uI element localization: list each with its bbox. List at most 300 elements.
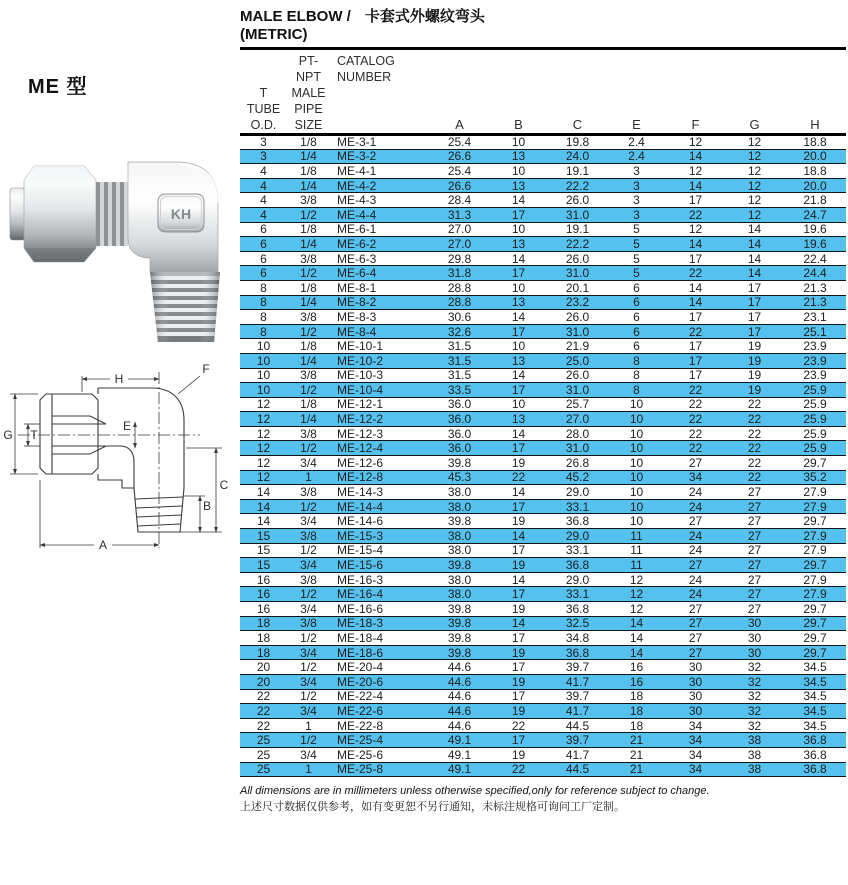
dim-label-c: C: [219, 478, 229, 492]
cell-pipe-size: 1/2: [300, 543, 317, 558]
cell-dim-b: 13: [511, 353, 526, 368]
table-row: [240, 426, 846, 441]
cell-pipe-size: 3/4: [300, 645, 317, 660]
cell-dim-e: 21: [629, 762, 644, 777]
note-english: All dimensions are in millimeters unless otherwise specified,only for reference subject to change.: [240, 785, 710, 798]
cell-pipe-size: 1/2: [300, 441, 317, 456]
cell-dim-h: 27.9: [803, 572, 827, 587]
dim-label-f: F: [202, 362, 210, 376]
cell-catalog-number: ME-15-3: [337, 528, 384, 543]
cell-dim-c: 33.1: [565, 543, 590, 558]
cell-dim-c: 36.8: [565, 514, 590, 529]
cell-tube-od: 14: [256, 514, 271, 529]
cell-catalog-number: ME-8-1: [337, 280, 377, 295]
table-row: [240, 674, 846, 689]
cell-dim-f: 22: [688, 441, 703, 456]
page-title-en: MALE ELBOW /: [240, 8, 351, 25]
cell-pipe-size: 1/8: [300, 397, 317, 412]
cell-dim-e: 18: [629, 689, 644, 704]
cell-dim-b: 10: [511, 397, 526, 412]
spec-table: [240, 53, 846, 777]
cell-dim-e: 11: [630, 528, 643, 543]
cell-dim-h: 29.7: [803, 455, 827, 470]
table-row: [240, 441, 846, 456]
cell-dim-g: 27: [747, 485, 762, 500]
cell-catalog-number: ME-4-2: [337, 178, 377, 193]
cell-dim-b: 17: [511, 733, 526, 748]
cell-dim-b: 19: [511, 703, 526, 718]
cell-dim-a: 44.6: [447, 718, 472, 733]
cell-dim-f: 27: [688, 455, 703, 470]
cell-dim-a: 49.1: [447, 733, 472, 748]
cell-dim-a: 28.4: [447, 193, 472, 208]
cell-tube-od: 6: [260, 236, 267, 251]
footer-notes: [240, 784, 846, 815]
cell-dim-e: 6: [633, 295, 640, 310]
cell-pipe-size: 1/8: [300, 339, 317, 354]
cell-dim-h: 18.8: [803, 135, 827, 150]
cell-dim-f: 22: [688, 324, 703, 339]
cell-catalog-number: ME-10-2: [337, 353, 384, 368]
cell-dim-h: 23.9: [803, 368, 827, 383]
cell-dim-f: 12: [688, 135, 703, 150]
cell-dim-b: 13: [511, 295, 526, 310]
cell-dim-f: 22: [688, 382, 703, 397]
cell-dim-h: 34.5: [803, 689, 827, 704]
cell-dim-e: 3: [633, 178, 640, 193]
cell-dim-e: 14: [629, 616, 644, 631]
cell-dim-a: 36.0: [447, 426, 472, 441]
cell-catalog-number: ME-18-6: [337, 645, 384, 660]
cell-dim-f: 30: [688, 703, 703, 718]
cell-dim-a: 32.6: [447, 324, 472, 339]
cell-pipe-size: 1/2: [300, 630, 317, 645]
cell-dim-h: 23.9: [803, 353, 827, 368]
header-dim-a: A: [430, 53, 489, 135]
table-row: [240, 237, 846, 252]
cell-dim-a: 36.0: [447, 441, 472, 456]
cell-dim-g: 14: [747, 222, 762, 237]
cell-dim-b: 14: [511, 368, 526, 383]
cell-tube-od: 12: [256, 426, 271, 441]
cell-pipe-size: 3/8: [300, 572, 317, 587]
cell-dim-g: 22: [747, 412, 762, 427]
cell-dim-g: 19: [747, 382, 762, 397]
cell-dim-g: 32: [747, 674, 762, 689]
cell-tube-od: 14: [256, 485, 271, 500]
cell-dim-c: 32.5: [565, 616, 590, 631]
cell-dim-h: 25.9: [803, 397, 827, 412]
cell-dim-c: 36.8: [565, 601, 590, 616]
cell-catalog-number: ME-12-4: [337, 441, 384, 456]
cell-dim-g: 19: [747, 353, 762, 368]
cell-dim-g: 27: [747, 499, 762, 514]
cell-dim-a: 39.8: [447, 558, 472, 573]
cell-tube-od: 4: [260, 163, 267, 178]
cell-tube-od: 25: [256, 762, 271, 777]
cell-pipe-size: 1/8: [300, 163, 317, 178]
table-row: [240, 222, 846, 237]
table-row: [240, 499, 846, 514]
cell-dim-g: 27: [747, 587, 762, 602]
table-row: [240, 470, 846, 485]
cell-dim-g: 32: [747, 689, 762, 704]
cell-dim-f: 22: [688, 412, 703, 427]
cell-dim-b: 22: [511, 718, 526, 733]
cell-dim-f: 17: [688, 193, 703, 208]
cell-dim-c: 44.5: [565, 762, 590, 777]
table-row: [240, 397, 846, 412]
cell-dim-a: 49.1: [447, 747, 472, 762]
cell-pipe-size: 1/4: [300, 149, 317, 164]
dim-label-b: B: [202, 499, 212, 513]
cell-dim-b: 17: [511, 587, 526, 602]
cell-dim-f: 17: [688, 353, 703, 368]
table-row: [240, 207, 846, 222]
cell-dim-h: 25.9: [803, 426, 827, 441]
cell-tube-od: 12: [256, 441, 271, 456]
cell-pipe-size: 1/4: [300, 353, 317, 368]
cell-tube-od: 6: [260, 266, 267, 281]
table-row: [240, 660, 846, 675]
cell-dim-c: 28.0: [565, 426, 590, 441]
cell-tube-od: 16: [256, 587, 271, 602]
cell-dim-c: 39.7: [565, 689, 590, 704]
cell-dim-h: 29.7: [803, 630, 827, 645]
cell-dim-f: 17: [688, 339, 703, 354]
cell-dim-h: 22.4: [803, 251, 827, 266]
cell-catalog-number: ME-3-2: [337, 149, 377, 164]
cell-catalog-number: ME-10-1: [337, 339, 384, 354]
cell-tube-od: 18: [256, 630, 271, 645]
cell-dim-e: 2.4: [628, 149, 645, 164]
cell-dim-a: 39.8: [447, 514, 472, 529]
cell-dim-g: 30: [747, 616, 762, 631]
cell-pipe-size: 1/4: [300, 178, 317, 193]
cell-pipe-size: 1/2: [300, 733, 317, 748]
cell-catalog-number: ME-8-4: [337, 324, 377, 339]
cell-pipe-size: 3/4: [300, 455, 317, 470]
cell-dim-h: 27.9: [803, 528, 827, 543]
table-row: [240, 280, 846, 295]
table-row: [240, 529, 846, 544]
cell-dim-h: 34.5: [803, 718, 827, 733]
header-tube-od: T TUBE O.D.: [240, 53, 287, 135]
page-title-zh: 卡套式外螺纹弯头: [364, 8, 485, 25]
cell-pipe-size: 1: [305, 762, 312, 777]
table-row: [240, 353, 846, 368]
cell-dim-f: 24: [688, 528, 703, 543]
cell-dim-c: 31.0: [565, 324, 590, 339]
cell-dim-f: 24: [688, 587, 703, 602]
cell-tube-od: 6: [260, 251, 267, 266]
cell-dim-a: 28.8: [447, 295, 472, 310]
cell-dim-f: 34: [688, 718, 703, 733]
cell-dim-b: 14: [511, 528, 526, 543]
cell-tube-od: 3: [260, 135, 267, 150]
cell-pipe-size: 1/8: [300, 222, 317, 237]
cell-pipe-size: 3/8: [300, 616, 317, 631]
model-label: ME 型: [28, 76, 88, 98]
cell-dim-e: 16: [629, 674, 644, 689]
cell-dim-e: 5: [633, 266, 640, 281]
cell-dim-a: 38.0: [447, 499, 472, 514]
cell-dim-c: 31.0: [565, 207, 590, 222]
dim-label-h: H: [114, 372, 124, 386]
cell-catalog-number: ME-6-3: [337, 251, 377, 266]
cell-catalog-number: ME-8-3: [337, 309, 377, 324]
cell-dim-h: 34.5: [803, 660, 827, 675]
cell-dim-h: 21.3: [803, 295, 827, 310]
cell-dim-f: 22: [688, 397, 703, 412]
cell-dim-c: 41.7: [565, 747, 590, 762]
cell-dim-f: 14: [688, 149, 703, 164]
cell-dim-a: 44.6: [447, 674, 472, 689]
cell-dim-c: 25.7: [565, 397, 590, 412]
cell-dim-e: 10: [629, 441, 644, 456]
cell-dim-f: 22: [688, 426, 703, 441]
cell-dim-b: 22: [511, 762, 526, 777]
cell-dim-c: 22.2: [565, 236, 590, 251]
cell-catalog-number: ME-12-3: [337, 426, 384, 441]
cell-dim-e: 6: [633, 309, 640, 324]
table-row: [240, 456, 846, 471]
table-row: [240, 645, 846, 660]
cell-tube-od: 15: [256, 558, 271, 573]
cell-dim-c: 31.0: [565, 441, 590, 456]
cell-pipe-size: 1/2: [300, 207, 317, 222]
cell-dim-g: 38: [747, 733, 762, 748]
cell-dim-h: 18.8: [803, 163, 827, 178]
cell-dim-h: 36.8: [803, 733, 827, 748]
cell-dim-b: 19: [511, 601, 526, 616]
cell-dim-f: 27: [688, 514, 703, 529]
cell-dim-h: 24.4: [803, 266, 827, 281]
cell-dim-g: 19: [747, 368, 762, 383]
cell-dim-b: 10: [511, 222, 526, 237]
cell-dim-b: 10: [511, 339, 526, 354]
header-dim-b: B: [489, 53, 548, 135]
cell-pipe-size: 1/4: [300, 236, 317, 251]
cell-dim-h: 34.5: [803, 674, 827, 689]
cell-pipe-size: 3/4: [300, 703, 317, 718]
cell-dim-b: 17: [511, 630, 526, 645]
cell-dim-f: 14: [688, 280, 703, 295]
header-dim-f: F: [666, 53, 725, 135]
cell-dim-g: 38: [747, 747, 762, 762]
cell-dim-a: 38.0: [447, 528, 472, 543]
cell-dim-e: 6: [633, 280, 640, 295]
cell-dim-b: 14: [511, 426, 526, 441]
cell-tube-od: 18: [256, 645, 271, 660]
cell-tube-od: 20: [256, 660, 271, 675]
table-row: [240, 543, 846, 558]
cell-catalog-number: ME-20-6: [337, 674, 384, 689]
cell-dim-a: 44.6: [447, 660, 472, 675]
cell-dim-c: 34.8: [565, 630, 590, 645]
cell-dim-b: 13: [511, 236, 526, 251]
header-dim-h: H: [784, 53, 846, 135]
cell-catalog-number: ME-16-6: [337, 601, 384, 616]
cell-dim-a: 38.0: [447, 543, 472, 558]
cell-dim-b: 14: [511, 572, 526, 587]
cell-dim-g: 30: [747, 645, 762, 660]
table-row: [240, 310, 846, 325]
cell-tube-od: 14: [256, 499, 271, 514]
cell-dim-b: 19: [511, 455, 526, 470]
table-body: [240, 135, 846, 777]
cell-dim-h: 21.8: [803, 193, 827, 208]
cell-pipe-size: 3/8: [300, 485, 317, 500]
cell-pipe-size: 1: [305, 470, 312, 485]
cell-dim-e: 12: [629, 601, 644, 616]
cell-dim-b: 17: [511, 543, 526, 558]
cell-tube-od: 8: [260, 309, 267, 324]
product-photo-svg: [8, 138, 238, 348]
cell-tube-od: 25: [256, 733, 271, 748]
cell-dim-h: 35.2: [803, 470, 827, 485]
cell-dim-h: 25.9: [803, 441, 827, 456]
cell-dim-f: 24: [688, 499, 703, 514]
cell-catalog-number: ME-22-6: [337, 703, 384, 718]
cell-dim-b: 14: [511, 309, 526, 324]
cell-dim-a: 39.8: [447, 616, 472, 631]
cell-dim-e: 5: [633, 251, 640, 266]
cell-dim-e: 2.4: [628, 135, 645, 150]
cell-dim-e: 10: [629, 470, 644, 485]
cell-dim-g: 12: [747, 193, 762, 208]
cell-pipe-size: 1/4: [300, 412, 317, 427]
cell-pipe-size: 3/4: [300, 601, 317, 616]
cell-pipe-size: 1/8: [300, 135, 317, 150]
table-row: [240, 149, 846, 164]
cell-dim-g: 12: [747, 163, 762, 178]
header-pipe-size: PT-NPT MALE PIPE SIZE: [287, 53, 330, 135]
cell-catalog-number: ME-22-4: [337, 689, 384, 704]
cell-pipe-size: 1/4: [300, 295, 317, 310]
cell-dim-g: 14: [747, 236, 762, 251]
cell-pipe-size: 3/4: [300, 514, 317, 529]
cell-dim-g: 22: [747, 455, 762, 470]
cell-dim-c: 26.0: [565, 309, 590, 324]
cell-dim-c: 41.7: [565, 703, 590, 718]
cell-dim-c: 19.8: [565, 135, 590, 150]
cell-tube-od: 25: [256, 747, 271, 762]
cell-catalog-number: ME-16-4: [337, 587, 384, 602]
dim-label-a: A: [98, 538, 108, 552]
cell-dim-a: 25.4: [447, 135, 472, 150]
cell-dim-b: 17: [511, 660, 526, 675]
cell-dim-c: 27.0: [565, 412, 590, 427]
cell-catalog-number: ME-18-4: [337, 630, 384, 645]
cell-dim-h: 20.0: [803, 149, 827, 164]
cell-dim-g: 22: [747, 397, 762, 412]
cell-dim-b: 19: [511, 558, 526, 573]
cell-dim-g: 22: [747, 470, 762, 485]
cell-tube-od: 18: [256, 616, 271, 631]
cell-pipe-size: 1/2: [300, 660, 317, 675]
cell-dim-b: 13: [511, 149, 526, 164]
cell-dim-c: 29.0: [565, 485, 590, 500]
cell-dim-a: 27.0: [447, 222, 472, 237]
cell-dim-h: 25.1: [803, 324, 827, 339]
cell-dim-a: 44.6: [447, 703, 472, 718]
cell-dim-e: 3: [633, 207, 640, 222]
cell-dim-f: 24: [688, 485, 703, 500]
cell-dim-g: 19: [747, 339, 762, 354]
cell-dim-e: 14: [629, 630, 644, 645]
cell-catalog-number: ME-14-3: [337, 485, 384, 500]
cell-dim-c: 26.0: [565, 193, 590, 208]
cell-dim-g: 12: [747, 135, 762, 150]
cell-pipe-size: 1/2: [300, 266, 317, 281]
cell-pipe-size: 3/8: [300, 426, 317, 441]
cell-dim-f: 27: [688, 645, 703, 660]
cell-dim-a: 38.0: [447, 485, 472, 500]
table-row: [240, 616, 846, 631]
cell-dim-e: 10: [629, 499, 644, 514]
cell-dim-g: 38: [747, 762, 762, 777]
cell-dim-f: 30: [688, 674, 703, 689]
cell-dim-f: 14: [688, 295, 703, 310]
header-row: [240, 53, 846, 135]
cell-tube-od: 8: [260, 295, 267, 310]
cell-dim-b: 17: [511, 441, 526, 456]
cell-dim-c: 36.8: [565, 558, 590, 573]
cell-catalog-number: ME-12-6: [337, 455, 384, 470]
cell-dim-h: 36.8: [803, 747, 827, 762]
cell-dim-h: 29.7: [803, 645, 827, 660]
cell-dim-h: 27.9: [803, 543, 827, 558]
dim-label-e: E: [122, 419, 132, 433]
cell-dim-a: 31.3: [447, 207, 472, 222]
cell-dim-h: 25.9: [803, 412, 827, 427]
cell-dim-a: 39.8: [447, 630, 472, 645]
cell-dim-g: 12: [747, 149, 762, 164]
cell-dim-h: 27.9: [803, 485, 827, 500]
cell-tube-od: 12: [256, 397, 271, 412]
table-row: [240, 412, 846, 427]
cell-dim-e: 6: [633, 339, 640, 354]
cell-dim-g: 32: [747, 703, 762, 718]
cell-tube-od: 15: [256, 543, 271, 558]
table-row: [240, 383, 846, 398]
cell-dim-f: 27: [688, 601, 703, 616]
cell-dim-e: 8: [633, 368, 640, 383]
cell-dim-a: 31.5: [447, 339, 472, 354]
cell-dim-b: 14: [511, 251, 526, 266]
cell-pipe-size: 3/8: [300, 193, 317, 208]
cell-dim-g: 12: [747, 178, 762, 193]
cell-pipe-size: 1/2: [300, 324, 317, 339]
cell-tube-od: 12: [256, 470, 271, 485]
cell-dim-a: 27.0: [447, 236, 472, 251]
table-row: [240, 164, 846, 179]
cell-tube-od: 20: [256, 674, 271, 689]
cell-catalog-number: ME-12-8: [337, 470, 384, 485]
cell-tube-od: 10: [256, 339, 271, 354]
cell-dim-c: 29.0: [565, 572, 590, 587]
cell-catalog-number: ME-6-2: [337, 236, 377, 251]
cell-dim-e: 10: [629, 412, 644, 427]
cell-dim-a: 33.5: [447, 382, 472, 397]
cell-dim-c: 26.0: [565, 251, 590, 266]
cell-dim-f: 34: [688, 762, 703, 777]
cell-dim-c: 31.0: [565, 266, 590, 281]
cell-dim-b: 14: [511, 485, 526, 500]
cell-dim-e: 18: [629, 718, 644, 733]
cell-catalog-number: ME-8-2: [337, 295, 377, 310]
